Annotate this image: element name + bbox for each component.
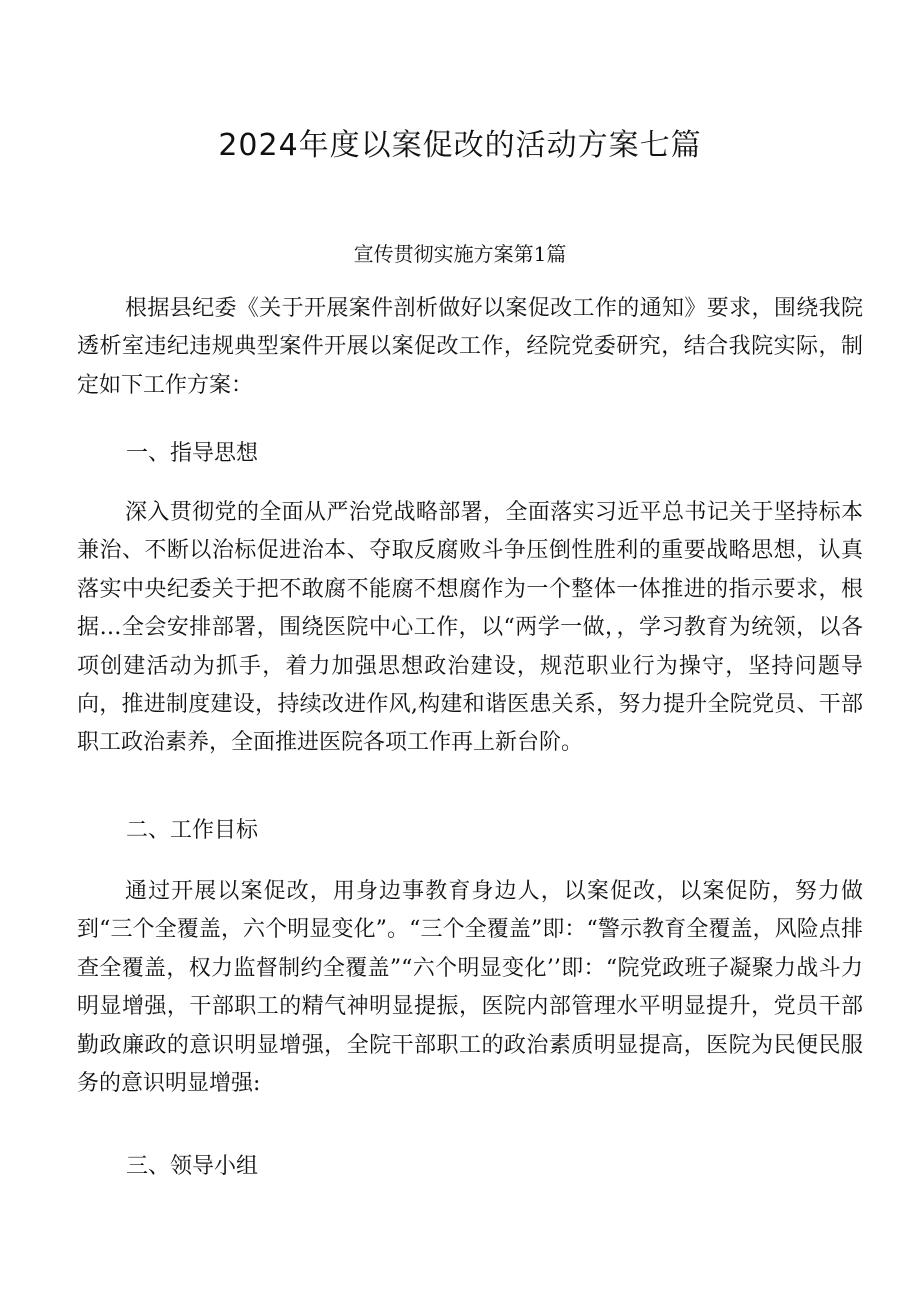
guiding-ideology-paragraph: 深入贯彻党的全面从严治党战略部署，全面落实习近平总书记关于坚持标本兼治、不断以治标促进治本、夺取反腐败斗争压倒性胜利的重要战略思想，认真落实中央纪委关于把不敢腐不能腐不想腐作为一个整体一体推进的指示要求，根据…全会安排部署，围绕医院中心工作，以“两学一做，，学习教育为统领，以各项创建活动为抓手，着力加强思想政治建设，规范职业行为操守，坚持问题导向，推进制度建设，持续改进作风,构建和谐医患关系，努力提升全院党员、干部职工政治素养，全面推进医院各项工作再上新台阶。 (77, 500, 863, 756)
heading-work-goals: 二、工作目标 (126, 818, 259, 843)
document-title: 2024年度以案促改的活动方案七篇 (218, 128, 702, 163)
heading-guiding-ideology: 一、指导思想 (126, 441, 259, 466)
heading-leadership-group: 三、领导小组 (126, 1154, 259, 1179)
intro-paragraph: 根据县纪委《关于开展案件剖析做好以案促改工作的通知》要求，围绕我院透析室违纪违规典型案件开展以案促改工作，经院党委研究，结合我院实际，制定如下工作方案： (77, 296, 863, 398)
document-subtitle: 宣传贯彻实施方案第1篇 (353, 242, 567, 266)
work-goals-paragraph: 通过开展以案促改，用身边事教育身边人，以案促改，以案促防，努力做到“三个全覆盖，六个明显变化”。“三个全覆盖”即：“警示教育全覆盖，风险点排查全覆盖，权力监督制约全覆盖”“六个明显变化’’即：“院党政班子凝聚力战斗力明显增强，干部职工的精气神明显提振，医院内部管理水平明显提升，党员干部勤政廉政的意识明显增强，全院干部职工的政治素质明显提高，医院为民便民服务的意识明显增强: (77, 879, 863, 1097)
